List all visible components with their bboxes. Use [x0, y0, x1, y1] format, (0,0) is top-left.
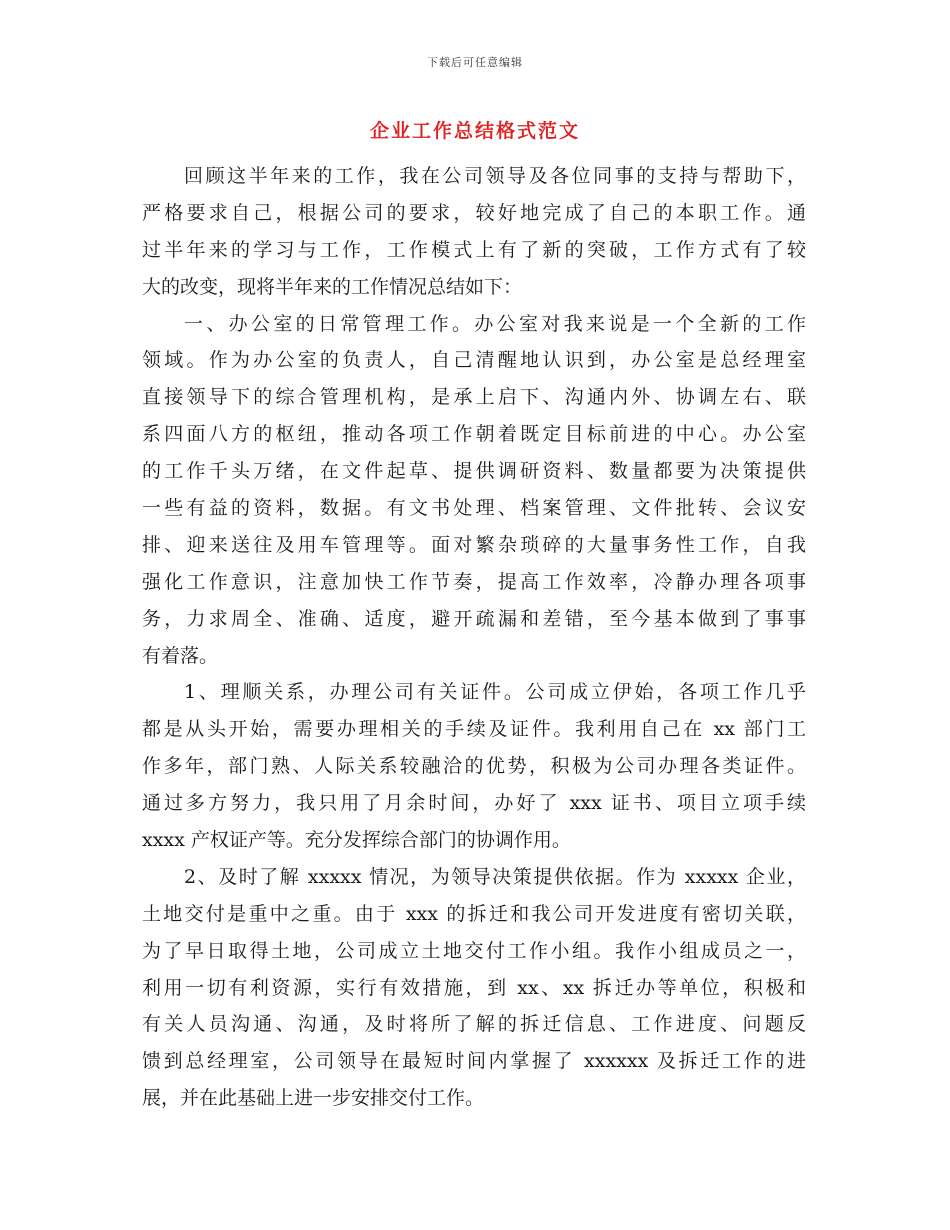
paragraph-line: 一、办公室的日常管理工作。办公室对我来说是一个全新的工作 [184, 312, 806, 335]
paragraph-line: 展，并在此基础上进一步安排交付工作。 [142, 1087, 485, 1110]
paragraph-line: 都是从头开始，需要办理相关的手续及证件。我利用自己在 xx 部门工 [142, 718, 806, 741]
paragraph-line: 领域。作为办公室的负责人，自己清醒地认识到，办公室是总经理室 [142, 349, 806, 372]
paragraph-line: 强化工作意识，注意加快工作节奏，提高工作效率，冷静办理各项事 [142, 570, 806, 593]
paragraph-line: 有关人员沟通、沟通，及时将所了解的拆迁信息、工作进度、问题反 [142, 1013, 806, 1036]
paragraph-line: 系四面八方的枢纽，推动各项工作朝着既定目标前进的中心。办公室 [142, 423, 806, 446]
paragraph-line: 直接领导下的综合管理机构，是承上启下、沟通内外、协调左右、联 [142, 386, 806, 409]
paragraph-line: 一些有益的资料，数据。有文书处理、档案管理、文件批转、会议安 [142, 497, 806, 520]
paragraph-line: 通过多方努力，我只用了月余时间，办好了 xxx 证书、项目立项手续 [142, 792, 806, 815]
paragraph-line: 为了早日取得土地，公司成立土地交付工作小组。我作小组成员之一， [142, 939, 806, 962]
header-note: 下载后可任意编辑 [427, 56, 523, 69]
paragraph-line: xxxx 产权证产等。充分发挥综合部门的协调作用。 [142, 829, 571, 852]
paragraph-line: 大的改变，现将半年来的工作情况总结如下： [142, 275, 523, 298]
paragraph-line: 有着落。 [142, 644, 219, 667]
document-body [142, 158, 806, 1117]
paragraph-line: 排、迎来送往及用车管理等。面对繁杂琐碎的大量事务性工作，自我 [142, 533, 806, 556]
paragraph-line: 馈到总经理室，公司领导在最短时间内掌握了 xxxxxx 及拆迁工作的进 [142, 1050, 806, 1073]
paragraph-line: 回顾这半年来的工作，我在公司领导及各位同事的支持与帮助下， [184, 165, 806, 187]
paragraph-line: 过半年来的学习与工作，工作模式上有了新的突破，工作方式有了较 [142, 238, 806, 261]
document-title: 企业工作总结格式范文 [369, 120, 580, 142]
paragraph-line: 1、理顺关系，办理公司有关证件。公司成立伊始，各项工作几乎 [184, 681, 806, 704]
paragraph-line: 的工作千头万绪，在文件起草、提供调研资料、数量都要为决策提供 [142, 460, 806, 483]
paragraph-line: 利用一切有利资源，实行有效措施，到 xx、xx 拆迁办等单位，积极和 [142, 976, 806, 999]
paragraph-line: 土地交付是重中之重。由于 xxx 的拆迁和我公司开发进度有密切关联， [142, 902, 806, 925]
paragraph-line: 2、及时了解 xxxxx 情况，为领导决策提供依据。作为 xxxxx 企业， [184, 865, 806, 888]
paragraph-line: 作多年，部门熟、人际关系较融洽的优势，积极为公司办理各类证件。 [142, 755, 806, 778]
paragraph-line: 严格要求自己，根据公司的要求，较好地完成了自己的本职工作。通 [142, 201, 806, 224]
paragraph-line: 务，力求周全、准确、适度，避开疏漏和差错，至今基本做到了事事 [142, 607, 806, 630]
